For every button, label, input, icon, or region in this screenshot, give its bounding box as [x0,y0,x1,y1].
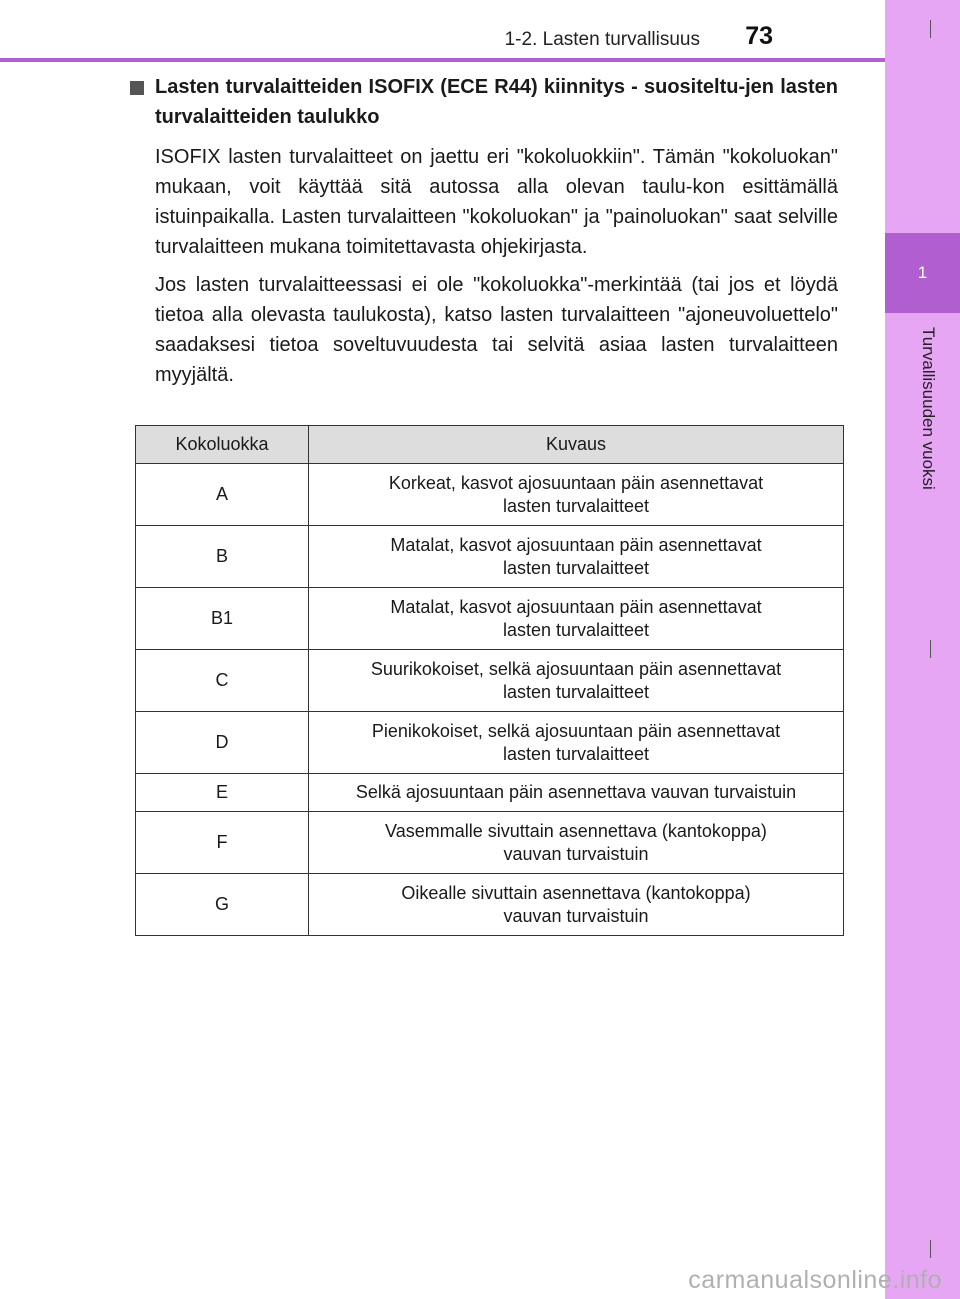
size-class-cell: D [136,712,309,774]
main-content [130,72,838,390]
margin-tick [930,640,931,658]
description-line: vauvan turvaistuin [503,905,649,926]
table-row [136,774,844,812]
table-row [136,464,844,526]
description-line: vauvan turvaistuin [503,843,649,864]
square-bullet-icon [130,81,144,95]
section-heading [130,72,838,132]
description-line: Selkä ajosuuntaan päin asennettava vauvan turvaistuin [355,782,797,802]
size-class-cell: F [136,812,309,874]
section-heading-text: Lasten turvalaitteiden ISOFIX (ECE R44) kiinnitys - suositeltu-jen lasten turvalaitteiden taulukko [155,76,838,128]
description-line: lasten turvalaitteet [502,557,650,578]
description-line: Matalat, kasvot ajosuuntaan päin asennettavat [390,534,762,555]
size-class-table [135,425,844,936]
table-row [136,874,844,936]
chapter-side-band [885,0,960,1299]
description-cell [309,526,844,588]
description-cell [309,712,844,774]
chapter-number: 1 [917,263,928,282]
size-class-cell: B1 [136,588,309,650]
description-line: lasten turvalaitteet [502,743,650,764]
description-line: Korkeat, kasvot ajosuuntaan päin asennettavat [388,472,764,493]
description-line: Oikealle sivuttain asennettava (kantokoppa) [401,882,751,903]
description-line: Vasemmalle sivuttain asennettava (kantokoppa) [385,820,767,841]
description-line: Suurikokoiset, selkä ajosuuntaan päin asennettavat [370,658,782,679]
page-header [0,0,885,62]
size-class-cell: C [136,650,309,712]
table-row [136,650,844,712]
body-paragraph: Jos lasten turvalaitteessasi ei ole "kokoluokka"-merkintää (tai jos et löydä tietoa alla olevasta taulukosta), katso lasten turvalaitteen "ajoneuvoluettelo" saadaksesi tietoa soveltuvuudesta tai selvitä asiaa lasten turvalaitteen myyjältä. [155,274,838,386]
column-header-description: Kuvaus [309,426,844,464]
description-cell [309,650,844,712]
table-row [136,712,844,774]
size-class-cell: A [136,464,309,526]
size-class-cell: E [136,774,309,812]
description-cell [309,812,844,874]
description-line: lasten turvalaitteet [502,681,650,702]
description-line: lasten turvalaitteet [502,619,650,640]
description-cell [309,588,844,650]
table-row [136,812,844,874]
table-header-row [136,426,844,464]
section-title: 1-2. Lasten turvallisuus [504,29,700,50]
size-class-cell: G [136,874,309,936]
description-line: Pienikokoiset, selkä ajosuuntaan päin asennettavat [371,720,781,741]
table-row [136,588,844,650]
body-paragraph: ISOFIX lasten turvalaitteet on jaettu eri "kokoluokkiin". Tämän "kokoluokan" mukaan, voit käyttää sitä autossa alla olevan taulu-kon esittämällä istuinpaikalla. Lasten turvalaitteen "kokoluokan" ja "painoluokan" saat selville turvalaitteen mukana toimitettavasta ohjekirjasta. [155,146,838,258]
watermark: carmanualsonline.info [688,1266,942,1294]
description-cell [309,464,844,526]
header-rule [0,58,885,62]
chapter-side-title: Turvallisuuden vuoksi [919,327,938,490]
description-cell [309,774,844,812]
margin-tick [930,1240,931,1258]
description-line: lasten turvalaitteet [502,495,650,516]
margin-tick [930,20,931,38]
chapter-tab[interactable] [885,233,960,313]
description-cell [309,874,844,936]
table-row [136,526,844,588]
page-number: 73 [745,22,773,50]
column-header-size-class: Kokoluokka [136,426,309,464]
description-line: Matalat, kasvot ajosuuntaan päin asennettavat [390,596,762,617]
size-class-cell: B [136,526,309,588]
